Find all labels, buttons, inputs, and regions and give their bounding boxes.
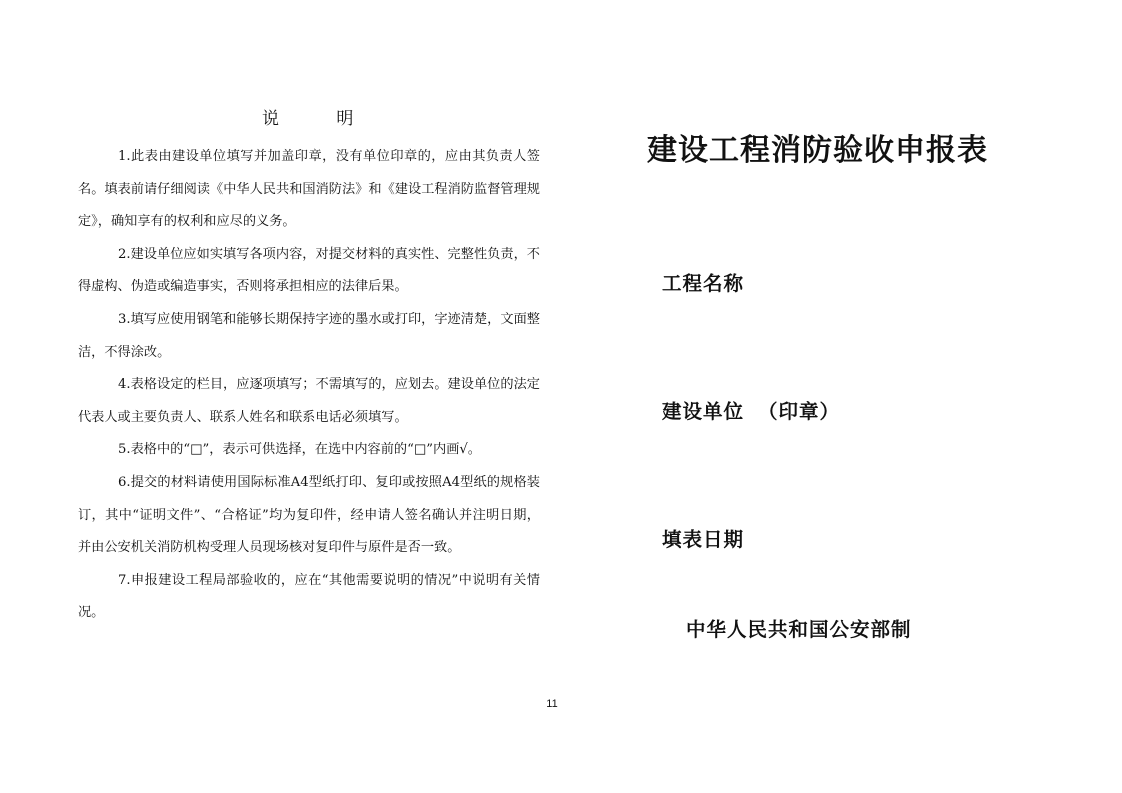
instruction-item: 6.提交的材料请使用国际标准A4型纸打印、复印或按照A4型纸的规格装订，其中“证明文件”、“合格证”均为复印件，经申请人签名确认并注明日期，并由公安机关消防机构受理人员现场核对复印件与原件是否一致。 (78, 474, 540, 556)
instructions-list (78, 141, 540, 630)
construction-unit-row (662, 396, 840, 424)
instruction-item: 3.填写应使用钢笔和能够长期保持字迹的墨水或打印，字迹清楚，文面整洁，不得涂改。 (78, 311, 540, 360)
seal-label: （印章） (758, 400, 841, 423)
instructions-heading: 说 明 (262, 109, 380, 129)
instruction-item: 5.表格中的“□”，表示可供选择，在选中内容前的“□”内画√。 (118, 442, 481, 458)
form-title: 建设工程消防验收申报表 (647, 133, 988, 168)
instruction-item: 4.表格设定的栏目，应逐项填写；不需填写的，应划去。建设单位的法定代表人或主要负责人、联系人姓名和联系电话必须填写。 (78, 377, 540, 425)
fill-date-label: 填表日期 (662, 528, 745, 551)
issuer-label: 中华人民共和国公安部制 (686, 618, 912, 641)
instruction-item: 2.建设单位应如实填写各项内容，对提交材料的真实性、完整性负责，不得虚构、伪造或编造事实，否则将承担相应的法律后果。 (78, 246, 540, 295)
project-name-label: 工程名称 (662, 272, 745, 295)
instruction-item: 1.此表由建设单位填写并加盖印章，没有单位印章的，应由其负责人签名。填表前请仔细阅读《中华人民共和国消防法》和《建设工程消防监督管理规定》，确知享有的权利和应尽的义务。 (78, 149, 540, 230)
page-number: 11 (546, 698, 558, 710)
instruction-item: 7.申报建设工程局部验收的，应在“其他需要说明的情况”中说明有关情况。 (78, 572, 540, 621)
construction-unit-label: 建设单位 (662, 400, 745, 423)
